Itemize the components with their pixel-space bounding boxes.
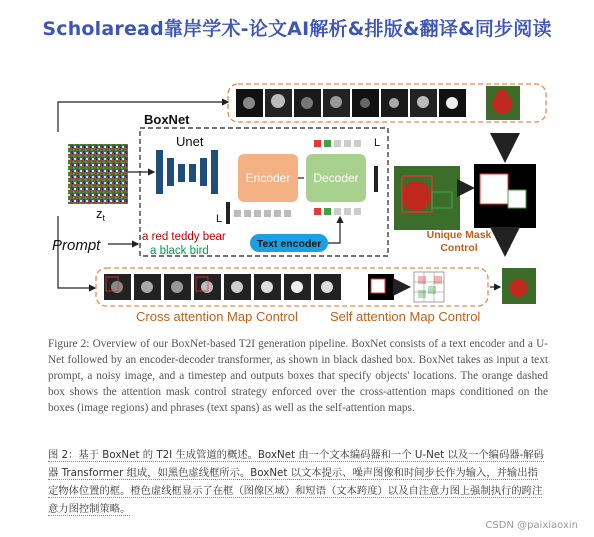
zt-label: $z_t$	[96, 206, 106, 223]
text-encoder-label: Text encoder	[256, 238, 322, 250]
figure-caption-zh	[48, 446, 548, 518]
self-attn-grid	[414, 272, 444, 302]
prompt-label: Prompt	[52, 237, 101, 254]
token-row-unet	[234, 210, 291, 217]
noisy-image	[68, 144, 128, 204]
caption-zh-text: 图 2：基于 BoxNet 的 T2I 生成管道的概述。BoxNet 由一个文本编码器和一个 U-Net 以及一个编码器-解码器 Transformer 组成，如黑色虚线框所示。BoxNet 以文本提示、噪声图像和时间步长作为输入，并输出指定物体位置的框。橙色虚线框显示了在框（图像区域）和短语（文本跨度）以及自注意力图上强制执行的跨注意力图控制策略。	[48, 449, 544, 515]
boxnet-label: BoxNet	[144, 112, 190, 127]
cross-attention-thumbnails	[104, 274, 341, 300]
unique-mask-control-line1: Unique Mask	[426, 229, 492, 241]
self-attention-label: Self attention Map Control	[330, 309, 481, 324]
figure-caption-en: Figure 2: Overview of our BoxNet-based T2I generation pipeline. BoxNet consists of a text encoder and a U-Net followed by an encoder-decoder transformer, as shown in black dashed box. BoxNet takes as input a text prompt, a noisy image, and a timestep and outputs boxes that specify objects' locations. The orange dashed box shows the attention mask control strategy enforced over the cross-attention maps conditioned on the boxes (image regions) and phrases (text spans) as well as the self-attention maps.	[48, 338, 548, 414]
unet-blocks	[156, 150, 218, 194]
cross-attention-label: Cross attention Map Control	[136, 309, 298, 324]
phrase-green: a black bird	[150, 245, 209, 257]
decoder-label: Decoder	[313, 171, 359, 185]
watermark: CSDN @paixiaoxin	[485, 520, 578, 531]
token-row-decoder-in	[314, 208, 361, 215]
l-label-decoder: L	[374, 137, 381, 149]
unique-mask-control-line2: Control	[440, 242, 478, 254]
banner-title: Scholaread靠岸学术-论文AI解析&排版&翻译&同步阅读	[42, 18, 552, 40]
unet-label: Unet	[176, 134, 204, 149]
encoder-label: Encoder	[245, 171, 291, 185]
top-attention-thumbnails	[236, 89, 466, 117]
token-row-decoder-out	[314, 140, 361, 147]
figure-boxnet-pipeline	[40, 76, 560, 328]
l-label: L	[216, 213, 223, 225]
phrase-red: a red teddy bear	[142, 231, 226, 243]
